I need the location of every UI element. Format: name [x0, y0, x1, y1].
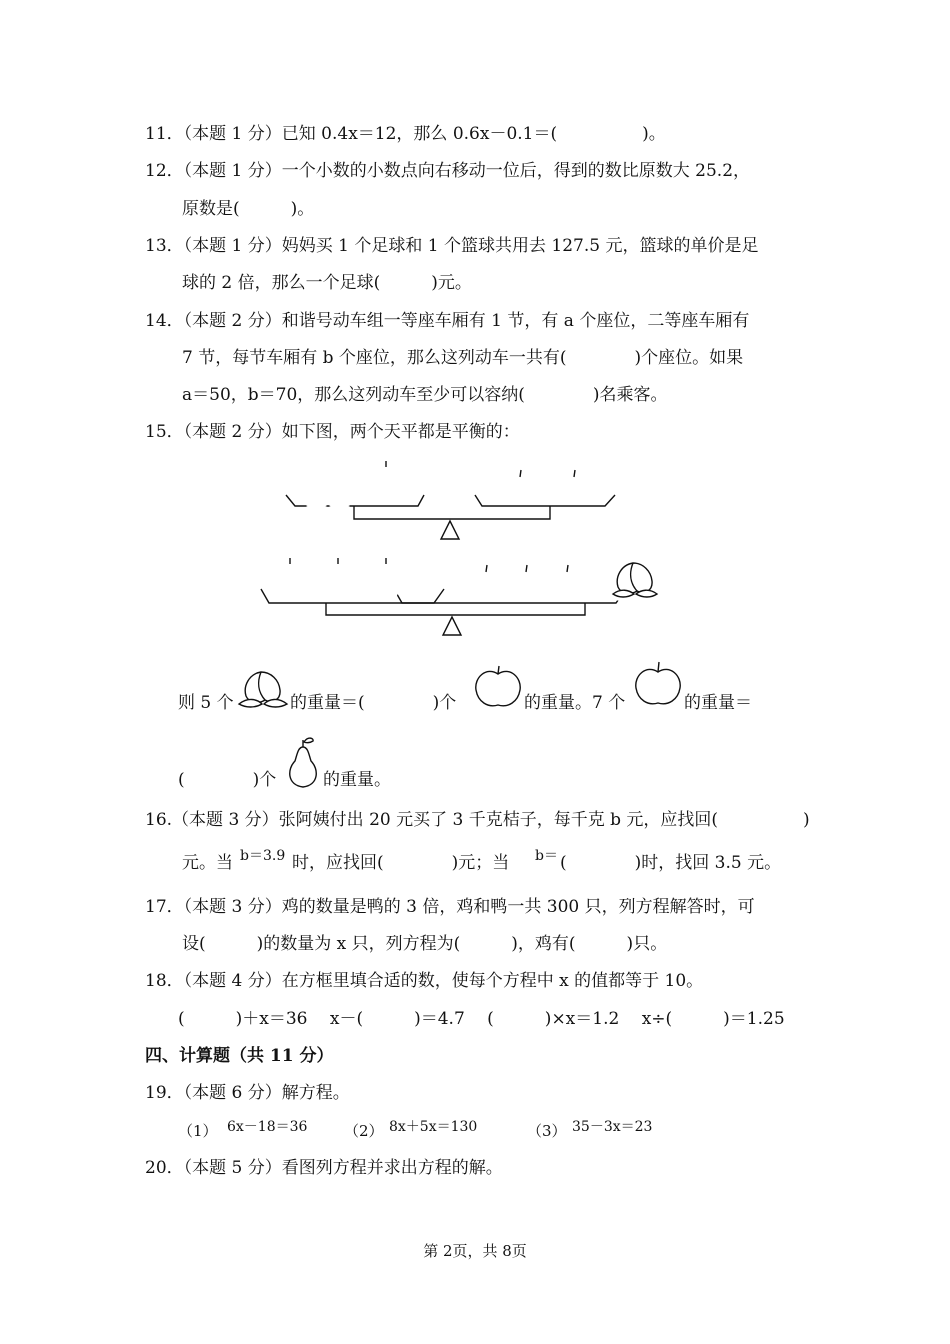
- apple-icon: [633, 660, 683, 710]
- pear-icon: [373, 459, 398, 505]
- question-16-line1: 16.（本题 3 分）张阿姨付出 20 元买了 3 千克桔子，每千克 b 元，应找回( ): [145, 810, 810, 830]
- peach-icon: [237, 670, 289, 716]
- question-15-answer-part6: 的重量。: [323, 770, 391, 790]
- question-18-line1: 18．（本题 4 分）在方框里填合适的数，使每个方程中 x 的值都等于 10。: [145, 971, 704, 991]
- question-16-condition-1: b＝3.9: [240, 848, 286, 864]
- question-15-answer-part3: 的重量。7 个: [524, 693, 626, 713]
- equation-3: 35－3x＝23: [572, 1119, 653, 1135]
- question-16-line2-a: 元。当: [182, 853, 233, 873]
- question-19: 19．（本题 6 分）解方程。: [145, 1083, 350, 1103]
- question-14-line3: a＝50，b＝70，那么这列动车至少可以容纳( )名乘客。: [182, 385, 668, 405]
- apple-icon: [468, 565, 504, 600]
- question-20: 20．（本题 5 分）看图列方程并求出方程的解。: [145, 1158, 503, 1178]
- question-15-answer-part5: ( )个: [178, 770, 277, 790]
- question-18-equations: ( )＋x＝36 x－( )＝4.7 ( )×x＝1.2 x÷( )＝1.25: [178, 1009, 785, 1029]
- question-15-answer-part2: 的重量＝( )个: [290, 693, 457, 713]
- question-11: 11．（本题 1 分）已知 0.4x＝12，那么 0.6x－0.1＝( )。: [145, 124, 666, 144]
- question-16-line2-e: ( )时，找回 3.5 元。: [560, 853, 782, 873]
- question-12-line1: 12．（本题 1 分）一个小数的小数点向右移动一位后，得到的数比原数大 25.2，: [145, 161, 751, 181]
- equation-1-number: （1）: [178, 1122, 218, 1140]
- equation-1: 6x－18＝36: [227, 1119, 308, 1135]
- question-13-line1: 13．（本题 1 分）妈妈买 1 个足球和 1 个篮球共用去 127.5 元，篮球的单价是足: [145, 236, 759, 256]
- apple-icon: [508, 565, 544, 600]
- equation-2-number: （2）: [344, 1122, 384, 1140]
- question-17-line1: 17．（本题 3 分）鸡的数量是鸭的 3 倍，鸡和鸭一共 300 只，列方程解答时，可: [145, 897, 755, 917]
- balance-scales-figure: [250, 455, 630, 640]
- question-15: 15．（本题 2 分）如下图，两个天平都是平衡的：: [145, 422, 520, 442]
- question-16-condition-2: b＝: [535, 848, 558, 864]
- question-15-answer-part4: 的重量＝: [684, 693, 752, 713]
- question-16-line2-c: 时，应找回( )元；当: [292, 853, 510, 873]
- page-footer: 第 2页，共 8页: [423, 1242, 527, 1260]
- question-14-line1: 14．（本题 2 分）和谐号动车组一等座车厢有 1 节，有 a 个座位，二等座车厢有: [145, 311, 750, 331]
- pear-icon: [285, 737, 321, 789]
- apple-icon: [549, 565, 585, 600]
- question-15-answer-part1: 则 5 个: [178, 693, 234, 713]
- peach-icon: [306, 475, 350, 509]
- section-heading: 四、计算题（共 11 分）: [145, 1046, 334, 1066]
- pear-icon: [373, 556, 398, 602]
- question-13-line2: 球的 2 倍，那么一个足球( )元。: [182, 273, 472, 293]
- question-14-line2: 7 节，每节车厢有 b 个座位，那么这列动车一共有( )个座位。如果: [182, 348, 744, 368]
- apple-icon: [502, 470, 538, 505]
- pear-icon: [277, 556, 302, 602]
- question-17-line2: 设( )的数量为 x 只，列方程为( )，鸡有( )只。: [182, 934, 668, 954]
- equation-3-number: （3）: [527, 1122, 567, 1140]
- apple-icon: [556, 470, 592, 505]
- apple-icon: [473, 664, 523, 710]
- question-12-line2: 原数是( )。: [182, 199, 315, 219]
- equation-2: 8x＋5x＝130: [389, 1119, 478, 1135]
- peach-icon: [610, 560, 660, 610]
- pear-icon: [325, 556, 350, 602]
